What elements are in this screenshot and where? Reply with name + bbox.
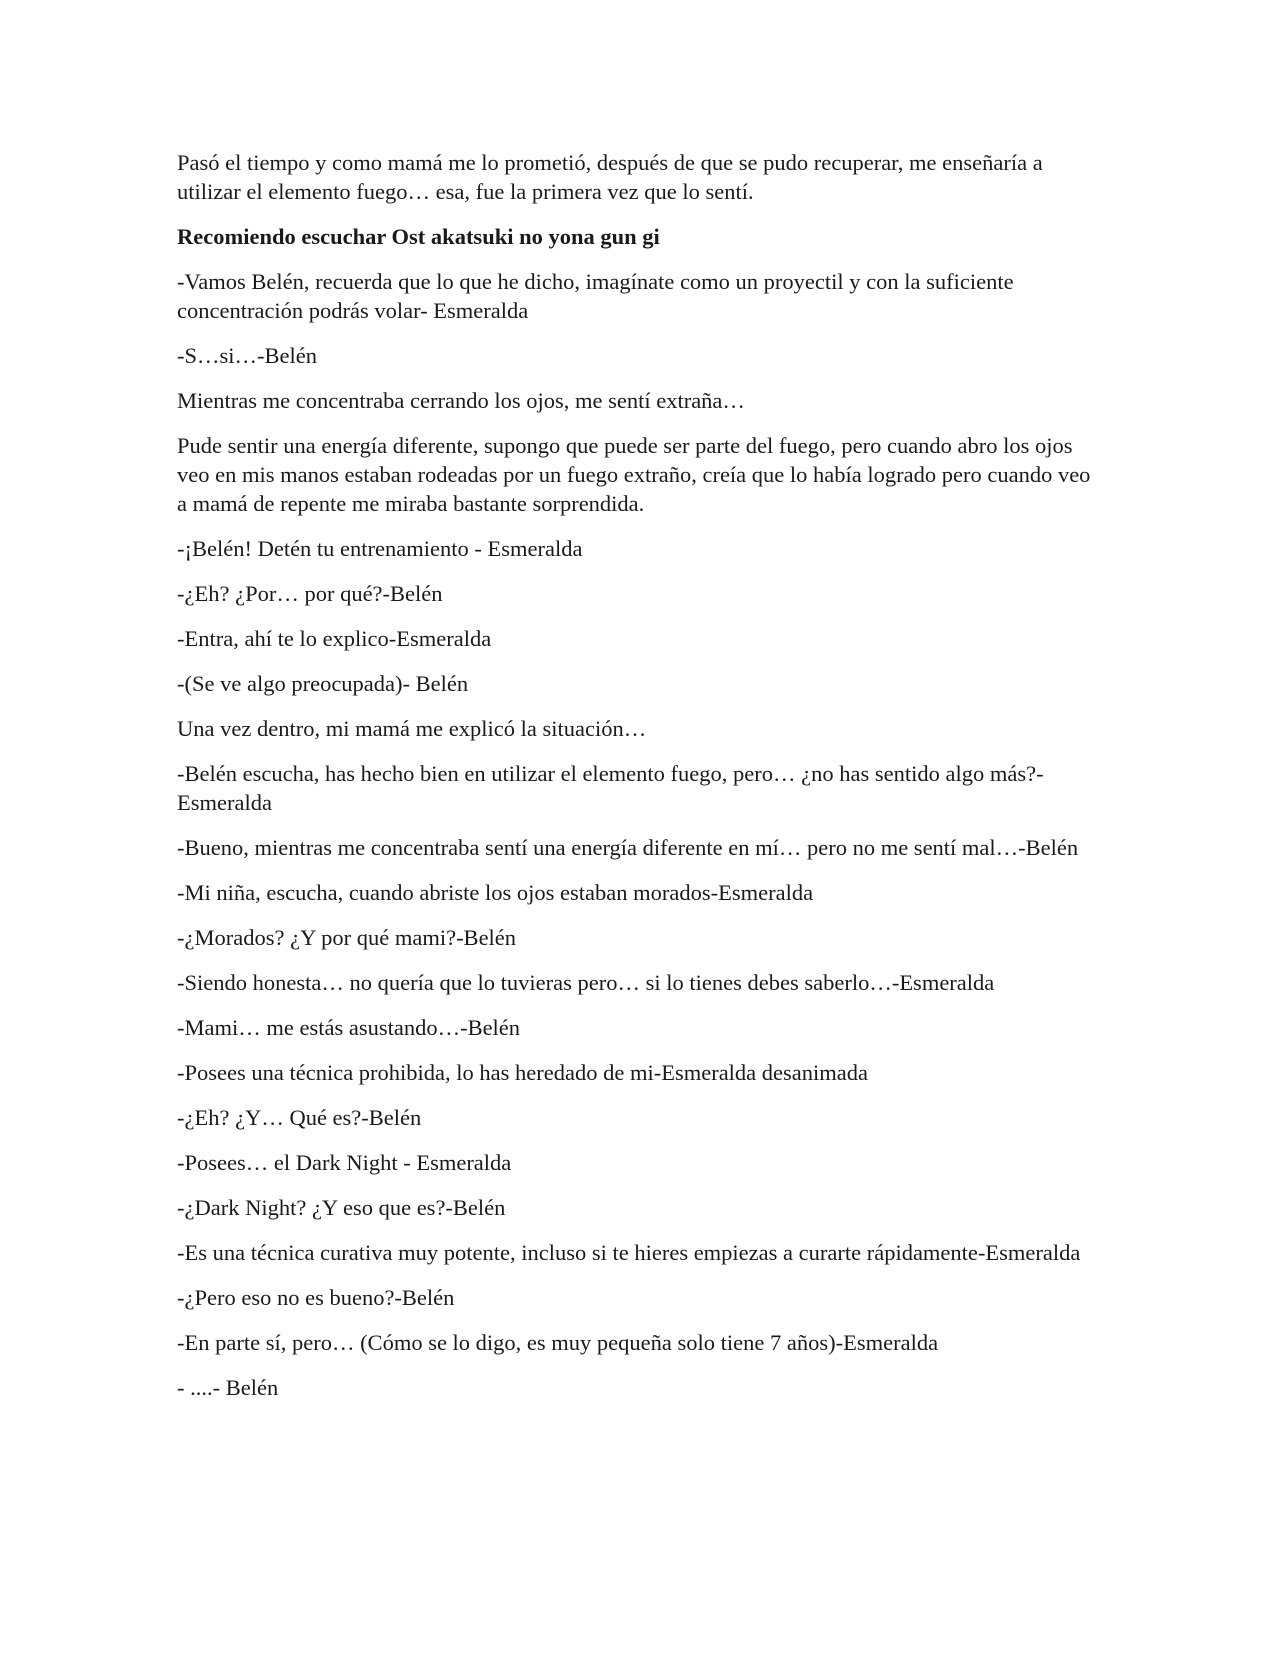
paragraph: -¿Pero eso no es bueno?-Belén	[177, 1285, 455, 1310]
paragraph: Mientras me concentraba cerrando los ojos, me sentí extraña…	[177, 388, 745, 413]
paragraph: -Es una técnica curativa muy potente, incluso si te hieres empiezas a curarte rápidamente-Esmeralda	[177, 1240, 1081, 1265]
paragraph: Pasó el tiempo y como mamá me lo prometió, después de que se pudo recuperar, me enseñaría a utilizar el elemento fuego… esa, fue la primera vez que lo sentí.	[177, 150, 1043, 204]
paragraph: -¿Dark Night? ¿Y eso que es?-Belén	[177, 1195, 506, 1220]
paragraph: -¿Morados? ¿Y por qué mami?-Belén	[177, 925, 517, 950]
paragraph: -¿Eh? ¿Por… por qué?-Belén	[177, 581, 443, 606]
paragraph: -Siendo honesta… no quería que lo tuvieras pero… si lo tienes debes saberlo…-Esmeralda	[177, 970, 995, 995]
document-body	[177, 148, 1097, 1418]
paragraph: Una vez dentro, mi mamá me explicó la situación…	[177, 716, 647, 741]
paragraph: -Posees una técnica prohibida, lo has heredado de mi-Esmeralda desanimada	[177, 1060, 868, 1085]
paragraph: -Mi niña, escucha, cuando abriste los ojos estaban morados-Esmeralda	[177, 880, 814, 905]
section-note: Recomiendo escuchar Ost akatsuki no yona gun gi	[177, 224, 660, 249]
paragraph: -Posees… el Dark Night - Esmeralda	[177, 1150, 512, 1175]
paragraph: -Bueno, mientras me concentraba sentí una energía diferente en mí… pero no me sentí mal…-Belén	[177, 835, 1079, 860]
paragraph: -Entra, ahí te lo explico-Esmeralda	[177, 626, 492, 651]
paragraph: -¡Belén! Detén tu entrenamiento - Esmeralda	[177, 536, 583, 561]
paragraph: -Vamos Belén, recuerda que lo que he dicho, imagínate como un proyectil y con la suficiente concentración podrás volar- Esmeralda	[177, 269, 1014, 323]
paragraph: -En parte sí, pero… (Cómo se lo digo, es muy pequeña solo tiene 7 años)-Esmeralda	[177, 1330, 939, 1355]
paragraph: -Mami… me estás asustando…-Belén	[177, 1015, 521, 1040]
paragraph: -S…si…-Belén	[177, 343, 317, 368]
paragraph: -¿Eh? ¿Y… Qué es?-Belén	[177, 1105, 422, 1130]
paragraph: Pude sentir una energía diferente, supongo que puede ser parte del fuego, pero cuando abro los ojos veo en mis manos estaban rodeadas por un fuego extraño, creía que lo había logrado pero cuando veo a mamá de repente me miraba bastante sorprendida.	[177, 433, 1091, 516]
paragraph: -(Se ve algo preocupada)- Belén	[177, 671, 469, 696]
paragraph: - ....- Belén	[177, 1375, 279, 1400]
paragraph: -Belén escucha, has hecho bien en utilizar el elemento fuego, pero… ¿no has sentido algo más?-Esmeralda	[177, 761, 1044, 815]
